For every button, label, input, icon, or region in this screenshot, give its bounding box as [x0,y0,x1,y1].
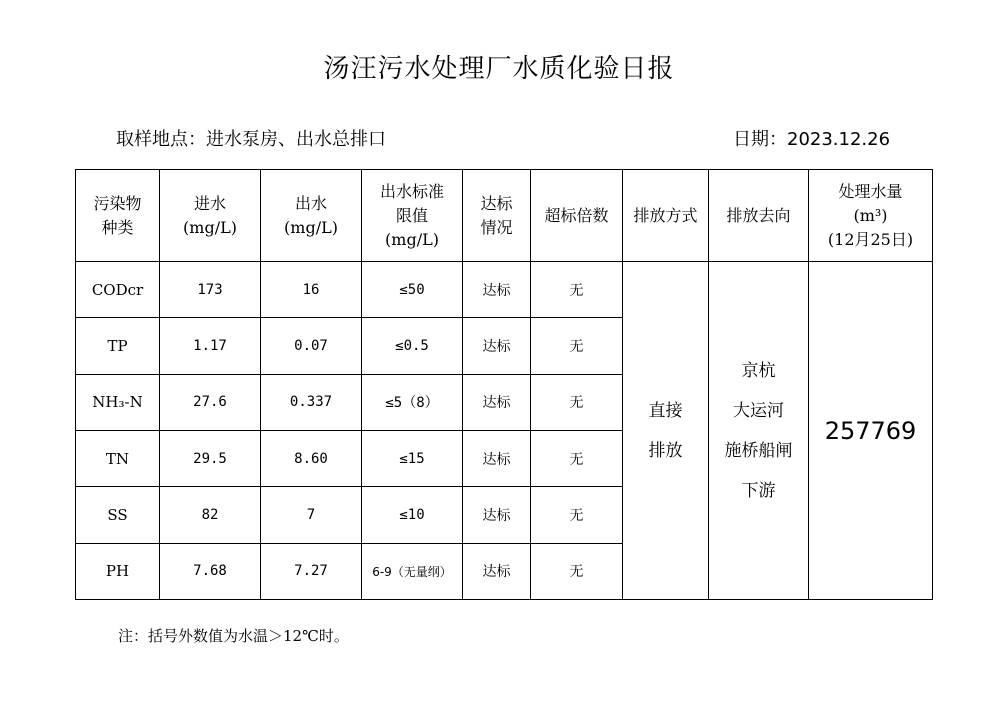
inflow-cell: 7.68 [160,543,261,599]
outflow-cell: 7 [261,487,362,543]
exceed-cell: 无 [531,487,623,543]
sampling-location: 取样地点：进水泵房、出水总排口 [116,129,386,150]
exceed-cell: 无 [531,543,623,599]
header-outflow: 出水 (mg/L) [261,170,362,262]
header-status: 达标 情况 [463,170,531,262]
treated-volume-cell: 257769 [809,262,933,600]
pollutant-cell: SS [76,487,160,543]
header-pollutant: 污染物 种类 [76,170,160,262]
inflow-cell: 82 [160,487,261,543]
status-cell: 达标 [463,374,531,430]
exceed-cell: 无 [531,374,623,430]
pollutant-cell: TP [76,318,160,374]
status-cell: 达标 [463,487,531,543]
status-cell: 达标 [463,262,531,318]
limit-cell: ≤5（8） [362,374,463,430]
exceed-cell: 无 [531,262,623,318]
status-cell: 达标 [463,543,531,599]
discharge-destination-cell: 京杭 大运河 施桥船闸 下游 [709,262,809,600]
exceed-cell: 无 [531,318,623,374]
outflow-cell: 7.27 [261,543,362,599]
inflow-cell: 173 [160,262,261,318]
report-date: 日期：2023.12.26 [733,129,891,150]
discharge-method-cell: 直接 排放 [623,262,709,600]
status-cell: 达标 [463,430,531,486]
pollutant-cell: CODcr [76,262,160,318]
outflow-cell: 0.337 [261,374,362,430]
pollutant-cell: TN [76,430,160,486]
inflow-cell: 29.5 [160,430,261,486]
header-exceed: 超标倍数 [531,170,623,262]
header-discharge-destination: 排放去向 [709,170,809,262]
header-inflow: 进水 (mg/L) [160,170,261,262]
water-quality-table [75,169,933,600]
header-discharge-method: 排放方式 [623,170,709,262]
report-title: 汤汪污水处理厂水质化验日报 [323,54,675,84]
limit-cell: ≤15 [362,430,463,486]
outflow-cell: 16 [261,262,362,318]
footnote: 注：括号外数值为水温＞12℃时。 [118,627,349,645]
header-row [76,170,933,262]
pollutant-cell: PH [76,543,160,599]
pollutant-cell: NH₃-N [76,374,160,430]
exceed-cell: 无 [531,430,623,486]
header-treated-volume: 处理水量 (m³) (12月25日) [809,170,933,262]
limit-cell: 6-9（无量纲） [362,543,463,599]
header-limit: 出水标准 限值 (mg/L) [362,170,463,262]
limit-cell: ≤10 [362,487,463,543]
limit-cell: ≤0.5 [362,318,463,374]
table-row [76,262,933,318]
limit-cell: ≤50 [362,262,463,318]
outflow-cell: 0.07 [261,318,362,374]
inflow-cell: 27.6 [160,374,261,430]
inflow-cell: 1.17 [160,318,261,374]
status-cell: 达标 [463,318,531,374]
outflow-cell: 8.60 [261,430,362,486]
